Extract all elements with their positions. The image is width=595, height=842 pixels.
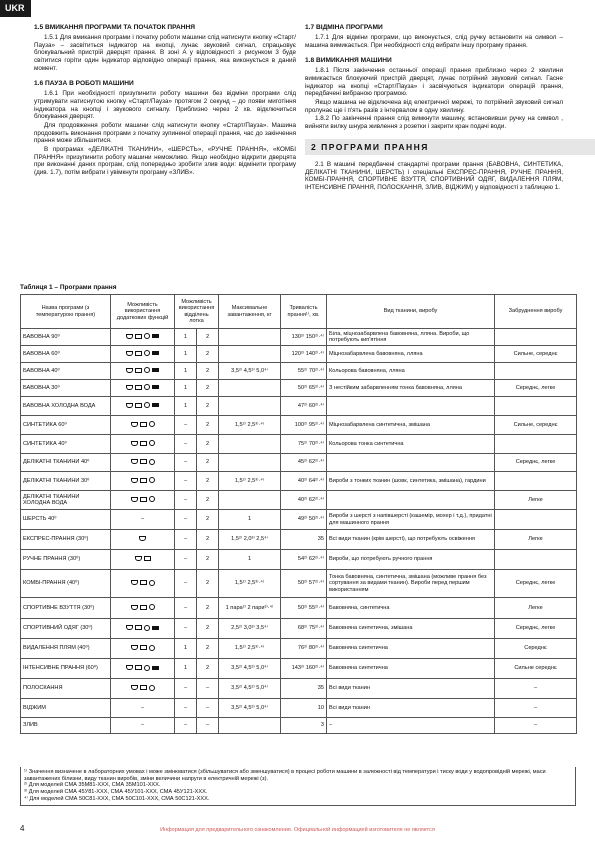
function-icon [126, 625, 133, 630]
col-header-functions: Можливість використання додаткових функцій [111, 295, 175, 329]
function-icons [126, 402, 159, 408]
function-icon [152, 334, 159, 338]
function-icons [131, 496, 155, 502]
drawer-1-cell: 1 [175, 363, 197, 380]
fabric-cell: Бавовняна синтетична [327, 659, 495, 679]
soil-cell: Сильне середнє [495, 659, 577, 679]
load-cell: 3,5²⁾ 4,5³⁾ 5,0⁴⁾ [219, 679, 281, 699]
soil-cell: Легке [495, 598, 577, 619]
function-icon [149, 580, 155, 586]
disclaimer: Информация для предварительного ознакомления. Официальной информацией изготовителя не является [160, 827, 435, 833]
function-icon [131, 478, 138, 483]
drawer-2-cell: 2 [197, 491, 219, 510]
program-name: ІНТЕНСИВНЕ ПРАННЯ (60⁰) [21, 659, 111, 679]
drawer-1-cell: 1 [175, 380, 197, 397]
function-icons [131, 580, 155, 586]
duration-cell: 100²⁾ 95²⁾·⁴⁾ [281, 416, 327, 435]
program-name: ЕКСПРЕС-ПРАННЯ (30⁰) [21, 530, 111, 550]
duration-cell: 76²⁾ 80²⁾·⁴⁾ [281, 639, 327, 659]
program-name: ДЕЛІКАТНІ ТКАНИНИ 40⁰ [21, 454, 111, 472]
drawer-2-cell: 2 [197, 570, 219, 598]
duration-cell: 50²⁾ 55²⁾·⁴⁾ [281, 598, 327, 619]
fabric-cell: Всі види тканин [327, 679, 495, 699]
program-name: ПОЛОСКАННЯ [21, 679, 111, 699]
table-row [21, 435, 577, 454]
fabric-cell: Міцнозабарвлена синтетична, змішана [327, 416, 495, 435]
function-icon [152, 403, 159, 407]
function-icons [131, 459, 155, 465]
col-header-load: Максимальне завантаження, кг [219, 295, 281, 329]
footnote-3: ³⁾ Для моделей СМА 45У81-XXX, СМА 45У101-XXX, СМА 45У121-XXX. [24, 789, 208, 796]
drawer-2-cell: – [197, 679, 219, 699]
functions-cell [111, 472, 175, 491]
drawer-1-cell: 1 [175, 329, 197, 346]
function-icon [144, 367, 150, 373]
drawer-1-cell: 1 [175, 659, 197, 679]
section-1-6-1b: Для продовження роботи машини слід натиснути кнопку «Старт/Пауза». Машина продовжить виконання програми з початку зупиненої операції прання, час до закінчення прання може збільшитися. [34, 122, 296, 145]
drawer-1-cell: – [175, 550, 197, 570]
function-icon [144, 625, 150, 631]
drawer-2-cell: 2 [197, 510, 219, 530]
function-icon [131, 580, 138, 585]
soil-cell [495, 397, 577, 416]
duration-cell: 47²⁾ 60²⁾·⁴⁾ [281, 397, 327, 416]
load-cell [219, 397, 281, 416]
program-name: БАВОВНА 60⁰ [21, 346, 111, 363]
drawer-1-cell: – [175, 570, 197, 598]
program-name: КОМБІ-ПРАННЯ (40⁰) [21, 570, 111, 598]
functions-cell [111, 659, 175, 679]
load-cell [219, 380, 281, 397]
function-icon [152, 666, 159, 670]
function-icon [140, 422, 147, 427]
functions-cell [111, 329, 175, 346]
drawer-2-cell: 2 [197, 363, 219, 380]
program-name: ДЕЛІКАТНІ ТКАНИНИ 30⁰ [21, 472, 111, 491]
drawer-1-cell: – [175, 598, 197, 619]
table-row [21, 491, 577, 510]
left-column [34, 20, 296, 178]
fabric-cell: Вироби з шерсті з напівшерсті (кашемір, мохер і т.д.), придатні для машинного прання [327, 510, 495, 530]
function-icons [131, 645, 155, 651]
function-icon [140, 580, 147, 585]
functions-cell [111, 639, 175, 659]
drawer-2-cell: 2 [197, 435, 219, 454]
program-name: РУЧНЕ ПРАННЯ (30⁰) [21, 550, 111, 570]
load-cell [219, 718, 281, 734]
function-icon [140, 441, 147, 446]
program-name: СИНТЕТИКА 60⁰ [21, 416, 111, 435]
section-1-6-1c: В програмах «ДЕЛІКАТНІ ТКАНИНИ», «ШЕРСТЬ», «РУЧНЕ ПРАННЯ», «КОМБІ ПРАННЯ» призупинити роботу машини неможливо. Якщо необхідно відкрити дверцята при виконанні даних програм, слід попередньо зробити злив води: відмінити програму (див. 1.7), потім вибрати і увімкнути програму «ЗЛИВ». [34, 146, 296, 177]
functions-cell [111, 530, 175, 550]
load-cell: 1,5²⁾ 2,0³⁾ 2,5⁴⁾ [219, 530, 281, 550]
drawer-2-cell: 2 [197, 530, 219, 550]
functions-cell: – [111, 699, 175, 718]
function-icon [126, 368, 133, 373]
duration-cell: 35 [281, 530, 327, 550]
drawer-1-cell: – [175, 718, 197, 734]
load-cell [219, 346, 281, 363]
load-cell [219, 435, 281, 454]
function-icons [131, 440, 155, 446]
table-row [21, 570, 577, 598]
load-cell: 1 [219, 510, 281, 530]
soil-cell: Легке [495, 530, 577, 550]
fabric-cell [327, 397, 495, 416]
footnote-1: ¹⁾ Значення визначене в лабораторних умовах і може змінюватися (збільшуватися або зменшуватися) в процесі роботи машини в залежності від температури і тиску води у водопровідній мережі, маси завантажених білизни, виду тканин виробів, зміни величини напруги в електричній мережі (з). [24, 769, 546, 782]
section-1-7-title: 1.7 ВІДМІНА ПРОГРАМИ [305, 24, 383, 31]
footnote-2: ²⁾ Для моделей СМА 35М81-XXX, СМА 35М101-XXX. [24, 782, 161, 789]
col-header-soil: Забруднення виробу [495, 295, 577, 329]
drawer-1-cell: – [175, 699, 197, 718]
drawer-2-cell: 2 [197, 397, 219, 416]
load-cell: 1 [219, 550, 281, 570]
function-icon [126, 334, 133, 339]
function-icon [152, 626, 159, 630]
functions-cell [111, 397, 175, 416]
table-row [21, 346, 577, 363]
load-cell: 3,5²⁾ 4,5³⁾ 5,0⁴⁾ [219, 363, 281, 380]
duration-cell: 45²⁾ 62²⁾·⁴⁾ [281, 454, 327, 472]
function-icon [149, 440, 155, 446]
table-row [21, 679, 577, 699]
drawer-2-cell: – [197, 699, 219, 718]
function-icon [140, 497, 147, 502]
section-1-5-title: 1.5 ВМИКАННЯ ПРОГРАМИ ТА ПОЧАТОК ПРАННЯ [34, 24, 196, 31]
function-icon [126, 385, 133, 390]
function-icon [144, 402, 150, 408]
program-name: СИНТЕТИКА 40⁰ [21, 435, 111, 454]
duration-cell: 130²⁾ 150²⁾·⁴⁾ [281, 329, 327, 346]
load-cell: 3,5²⁾ 4,5³⁾ 5,0⁴⁾ [219, 699, 281, 718]
function-icons [126, 625, 159, 631]
duration-cell: 54²⁾ 62²⁾·⁴⁾ [281, 550, 327, 570]
function-icon [149, 496, 155, 502]
fabric-cell: З нестійким забарвленням тонка бавовняна, лляна [327, 380, 495, 397]
load-cell: 1,5²⁾ 2,5³⁾·⁴⁾ [219, 570, 281, 598]
function-icon [139, 536, 146, 541]
function-icons [126, 384, 159, 390]
function-icon [140, 605, 147, 610]
soil-cell: Сильне, середнє [495, 346, 577, 363]
function-icons [131, 685, 155, 691]
function-icons [131, 421, 155, 427]
duration-cell: 55²⁾ 70²⁾·⁴⁾ [281, 363, 327, 380]
function-icon [149, 645, 155, 651]
function-icons [126, 665, 159, 671]
table-row [21, 699, 577, 718]
function-icons [135, 556, 151, 561]
section-1-5-1: 1.5.1 Для вмикання програми і початку роботи машини слід натиснути кнопку «Старт/Пауза» – засвітиться індикатор на кнопці, лунає звуковий сигнал, спрацьовує блокувальний пристрій дверцят прання. В зоні A у відповідності з рисунком 3 будe світитися горіти один індикатор відповідно операції прання, яка виконується в даний момент. [34, 34, 296, 72]
section-1-7-1: 1.7.1 Для відміни програми, що виконується, слід ручку встановити на символ – машина вимикається. При необхідності слід вибрати іншу програму прання. [305, 34, 563, 49]
fabric-cell [327, 491, 495, 510]
soil-cell [495, 510, 577, 530]
load-cell [219, 329, 281, 346]
section-1-8-1: 1.8.1 Після закінчення останньої операції прання приблизно через 2 хвилини вимикається блокуючий пристрій дверцят, лунає потрійний звуковий сигнал. Гасне індикатор на кнопці «Старт/Пауза» і засвічуються індикатори операцій прання, передбачені вибраною програмою. [305, 67, 563, 98]
drawer-1-cell: 1 [175, 346, 197, 363]
table-footnotes [20, 767, 576, 806]
section-2-1: 2.1 В машині передбачені стандартні програми прання (БАВОВНА, СИНТЕТИКА, ДЕЛІКАТНІ ТКАНИНИ, ШЕРСТЬ) і спеціальні ЕКСПРЕС-ПРАННЯ, РУЧНЕ ПРАННЯ, КОМБІ-ПРАННЯ, СПОРТИВНЕ ВЗУТТЯ, СПОРТИВНИЙ ОДЯГ, ВИДАЛЕННЯ ПЛЯМ, ІНТЕНСИВНЕ ПРАННЯ, ПОЛОСКАННЯ, ЗЛИВ, ВІДЖИМ) у відповідності з таблицею 1. [305, 161, 563, 192]
soil-cell: Середнє, легке [495, 380, 577, 397]
load-cell: 1 пара²⁾ 2 пари³⁾·⁴⁾ [219, 598, 281, 619]
function-icon [140, 645, 147, 650]
program-name: ВІДЖИМ [21, 699, 111, 718]
function-icon [144, 556, 151, 561]
drawer-1-cell: – [175, 416, 197, 435]
load-cell: 1,5²⁾ 2,5³⁾·⁴⁾ [219, 639, 281, 659]
functions-cell [111, 346, 175, 363]
program-name: ЗЛИВ [21, 718, 111, 734]
drawer-2-cell: 2 [197, 346, 219, 363]
load-cell: 2,5²⁾ 3,0³⁾ 3,5⁴⁾ [219, 619, 281, 639]
fabric-cell: Кольорова бавовняна, лляна [327, 363, 495, 380]
function-icon [144, 333, 150, 339]
drawer-2-cell: 2 [197, 550, 219, 570]
function-icons [126, 367, 159, 373]
function-icons [139, 536, 146, 541]
function-icon [135, 385, 142, 390]
section-1-8-2: 1.8.2 По закінченні прання слід вимкнути машину, встановивши ручку на символ , вийняти вилку шнура живлення з розетки і закрити кран подачі води. [305, 115, 563, 131]
table-row [21, 510, 577, 530]
function-icon [152, 368, 159, 372]
section-1-6-1: 1.6.1 При необхідності призупинити роботу машини без відміни програми слід утримувати натиснутою кнопку «Старт/Пауза» протягом 2 секунд – до появи миготіння індикатора на кнопці і звукового сигналу. Приблизно через 2 хв. відключиться блокування дверцят. [34, 90, 296, 121]
soil-cell [495, 472, 577, 491]
fabric-cell: Міцнозабарвлена бавовняна, лляна [327, 346, 495, 363]
program-name: БАВОВНА 90⁰ [21, 329, 111, 346]
drawer-2-cell: 2 [197, 639, 219, 659]
functions-cell [111, 598, 175, 619]
function-icon [135, 403, 142, 408]
function-icon [131, 497, 138, 502]
program-name: ВИДАЛЕННЯ ПЛЯМ (40⁰) [21, 639, 111, 659]
load-cell [219, 454, 281, 472]
footnote-4: ⁴⁾ Для моделей СМА 50С81-XXX, СМА 50С101-XXX, СМА 50С121-XXX. [24, 795, 210, 802]
drawer-2-cell: 2 [197, 619, 219, 639]
functions-cell [111, 454, 175, 472]
function-icon [131, 459, 138, 464]
functions-cell [111, 380, 175, 397]
soil-cell [495, 550, 577, 570]
function-icon [140, 459, 147, 464]
fabric-cell: Бавовняна, синтетична [327, 598, 495, 619]
soil-cell: Сильне, середнє [495, 416, 577, 435]
col-header-drawer: Можливість використання відділень лотка [175, 295, 219, 329]
fabric-cell: Вироби, що потребують ручного прання [327, 550, 495, 570]
page-number: 4 [20, 824, 25, 833]
program-name: СПОРТИВНИЙ ОДЯГ (30⁰) [21, 619, 111, 639]
programs-table [20, 294, 577, 734]
drawer-1-cell: 1 [175, 639, 197, 659]
function-icon [135, 625, 142, 630]
fabric-cell: Бавовняна синтетична, змішана [327, 619, 495, 639]
col-header-name: Назва програми (з температурою прання) [21, 295, 111, 329]
duration-cell: 10 [281, 699, 327, 718]
duration-cell: 50²⁾ 65²⁾·⁴⁾ [281, 380, 327, 397]
table-row [21, 530, 577, 550]
soil-cell [495, 435, 577, 454]
soil-cell: – [495, 679, 577, 699]
soil-cell: Середнє, легке [495, 619, 577, 639]
function-icon [149, 604, 155, 610]
table-row [21, 416, 577, 435]
duration-cell: 75²⁾ 70²⁾·⁴⁾ [281, 435, 327, 454]
function-icon [131, 685, 138, 690]
function-icons [126, 333, 159, 339]
duration-cell: 40²⁾ 62²⁾·⁴⁾ [281, 491, 327, 510]
table-row [21, 639, 577, 659]
drawer-2-cell: – [197, 718, 219, 734]
table-row [21, 363, 577, 380]
program-name: БАВОВНА 30⁰ [21, 380, 111, 397]
soil-cell: Середнє [495, 639, 577, 659]
function-icon [149, 421, 155, 427]
fabric-cell: Кольорова тонка синтетична [327, 435, 495, 454]
function-icon [135, 665, 142, 670]
table-row [21, 380, 577, 397]
functions-cell [111, 435, 175, 454]
functions-cell [111, 416, 175, 435]
functions-cell: – [111, 510, 175, 530]
function-icon [126, 403, 133, 408]
duration-cell: 68²⁾ 75²⁾·⁴⁾ [281, 619, 327, 639]
function-icon [135, 351, 142, 356]
function-icons [131, 604, 155, 610]
program-name: БАВОВНА ХОЛОДНА ВОДА [21, 397, 111, 416]
load-cell: 3,5²⁾ 4,5³⁾ 5,0⁴⁾ [219, 659, 281, 679]
drawer-1-cell: – [175, 435, 197, 454]
function-icon [140, 478, 147, 483]
section-1-6-title: 1.6 ПАУЗА В РОБОТІ МАШИНИ [34, 80, 134, 88]
function-icons [126, 350, 159, 356]
table-row [21, 659, 577, 679]
load-cell: 1,5²⁾ 2,5³⁾·⁴⁾ [219, 416, 281, 435]
function-icon [131, 441, 138, 446]
drawer-1-cell: – [175, 491, 197, 510]
function-icon [144, 350, 150, 356]
fabric-cell [327, 454, 495, 472]
function-icon [152, 385, 159, 389]
table-row [21, 454, 577, 472]
drawer-1-cell: – [175, 472, 197, 491]
drawer-1-cell: – [175, 530, 197, 550]
drawer-1-cell: 1 [175, 397, 197, 416]
soil-cell: – [495, 699, 577, 718]
function-icon [126, 351, 133, 356]
program-name: БАВОВНА 40⁰ [21, 363, 111, 380]
fabric-cell: Всі види тканин [327, 699, 495, 718]
duration-cell: 50²⁾ 57²⁾·⁴⁾ [281, 570, 327, 598]
functions-cell [111, 491, 175, 510]
duration-cell: 35 [281, 679, 327, 699]
drawer-1-cell: – [175, 510, 197, 530]
function-icon [135, 368, 142, 373]
fabric-cell: Вироби з тонких тканин (шовк, синтетика, змішана), гардини [327, 472, 495, 491]
duration-cell: 3 [281, 718, 327, 734]
function-icon [149, 459, 155, 465]
function-icon [135, 334, 142, 339]
table-row [21, 718, 577, 734]
function-icon [149, 477, 155, 483]
program-name: СПОРТИВНЕ ВЗУТТЯ (30⁰) [21, 598, 111, 619]
section-1-8-1b: Якщо машина не відключена від електричної мережі, то потрійний звуковий сигнал пролунає ще і п'ять разів з інтервалом в одну хвилину. [305, 99, 563, 114]
functions-cell [111, 550, 175, 570]
function-icon [144, 665, 150, 671]
fabric-cell: Бавовняна синтетична [327, 639, 495, 659]
soil-cell: – [495, 718, 577, 734]
table-row [21, 329, 577, 346]
fabric-cell: Тонка бавовняна, синтетична, змішана (можливе прання без сортування за видами тканин). Вироби перед першим використанням [327, 570, 495, 598]
functions-cell [111, 363, 175, 380]
function-icon [149, 685, 155, 691]
function-icons [131, 477, 155, 483]
drawer-1-cell: – [175, 619, 197, 639]
functions-cell [111, 570, 175, 598]
table-row [21, 397, 577, 416]
drawer-1-cell: – [175, 679, 197, 699]
col-header-time: Тривалість прання¹⁾, хв. [281, 295, 327, 329]
drawer-2-cell: 2 [197, 454, 219, 472]
drawer-2-cell: 2 [197, 659, 219, 679]
table-caption: Таблиця 1 – Програми прання [20, 284, 117, 291]
load-cell: 1,5²⁾ 2,5³⁾·⁴⁾ [219, 472, 281, 491]
language-tag: UKR [0, 0, 31, 17]
load-cell [219, 491, 281, 510]
soil-cell: Легке [495, 491, 577, 510]
soil-cell [495, 363, 577, 380]
program-name: ШЕРСТЬ 40⁰ [21, 510, 111, 530]
soil-cell: Середнє, легке [495, 454, 577, 472]
function-icon [140, 685, 147, 690]
function-icon [131, 645, 138, 650]
duration-cell: 40²⁾ 64²⁾·⁴⁾ [281, 472, 327, 491]
function-icon [126, 665, 133, 670]
table-row [21, 598, 577, 619]
section-1-8-title: 1.8 ВИМИКАННЯ МАШИНИ [305, 57, 392, 65]
table-row [21, 619, 577, 639]
duration-cell: 120²⁾ 140²⁾·⁴⁾ [281, 346, 327, 363]
function-icon [135, 556, 142, 561]
function-icon [131, 605, 138, 610]
fabric-cell: Всі види тканин (крім шерсті), що потребують освіження [327, 530, 495, 550]
drawer-2-cell: 2 [197, 416, 219, 435]
drawer-2-cell: 2 [197, 472, 219, 491]
fabric-cell: Біла, міцнозабарвлена бавовняна, лляна. Вироби, що потребують кип'ятіння [327, 329, 495, 346]
function-icon [144, 384, 150, 390]
program-name: ДЕЛІКАТНІ ТКАНИНИ ХОЛОДНА ВОДА [21, 491, 111, 510]
functions-cell [111, 679, 175, 699]
drawer-2-cell: 2 [197, 329, 219, 346]
duration-cell: 143²⁾ 160²⁾·⁴⁾ [281, 659, 327, 679]
drawer-1-cell: – [175, 454, 197, 472]
col-header-fabric: Вид тканини, виробу [327, 295, 495, 329]
table-row [21, 472, 577, 491]
soil-cell: Середнє, легке [495, 570, 577, 598]
drawer-2-cell: 2 [197, 598, 219, 619]
function-icon [152, 351, 159, 355]
duration-cell: 49²⁾ 50²⁾·⁴⁾ [281, 510, 327, 530]
section-2-heading: 2 ПРОГРАМИ ПРАННЯ [305, 139, 595, 155]
table-row [21, 550, 577, 570]
functions-cell [111, 619, 175, 639]
function-icon [131, 422, 138, 427]
soil-cell [495, 329, 577, 346]
drawer-2-cell: 2 [197, 380, 219, 397]
right-column [305, 20, 563, 193]
functions-cell: – [111, 718, 175, 734]
fabric-cell: – [327, 718, 495, 734]
